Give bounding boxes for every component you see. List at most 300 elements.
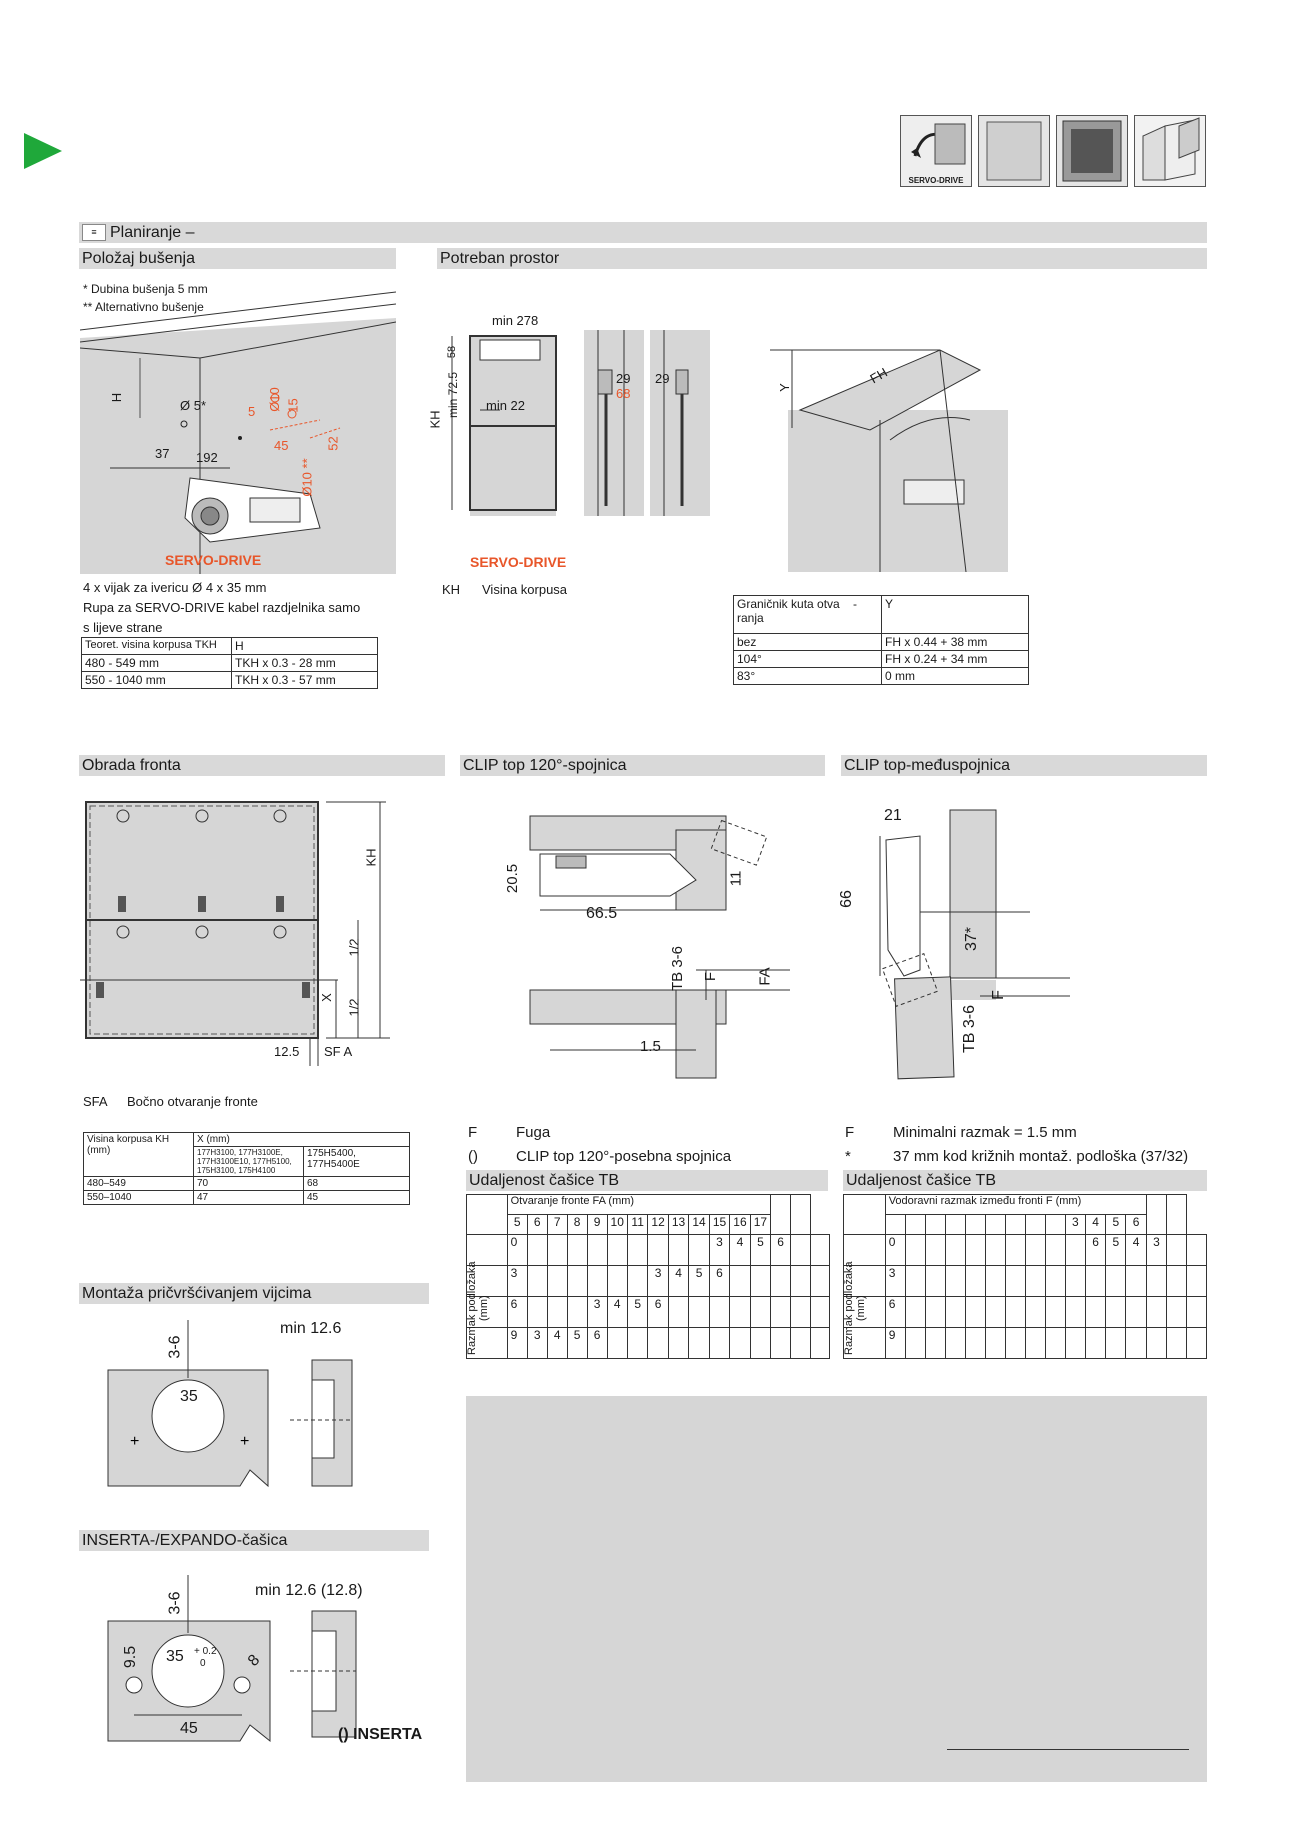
table-cell: 104°: [734, 651, 882, 668]
table-cell: [965, 1328, 985, 1359]
column-header: [965, 1215, 985, 1235]
table-cell: [985, 1235, 1005, 1266]
header-icons: [900, 115, 1210, 187]
space-brand: SERVO-DRIVE: [470, 554, 567, 570]
table-cell: [946, 1328, 966, 1359]
legend-key: F: [845, 1124, 855, 1141]
table-cell: 6: [587, 1328, 607, 1359]
dim-min-inserta: min 12.6 (12.8): [255, 1582, 363, 1599]
table-cell: [627, 1235, 647, 1266]
table-cell: [926, 1235, 946, 1266]
column-header: 14: [689, 1215, 709, 1235]
table-cell: [668, 1235, 688, 1266]
planning-title: Planiranje –: [110, 224, 195, 241]
table-cell: 5: [750, 1235, 770, 1266]
kh-legend-key: KH: [442, 582, 461, 597]
table-cell: [791, 1297, 810, 1328]
dim-37star: 37*: [963, 926, 981, 952]
tb-left-title: Udaljenost čašice TB: [466, 1170, 828, 1191]
dim-95: 9.5: [122, 1645, 140, 1669]
dim-29a: 29: [616, 371, 631, 386]
table-cell: [1005, 1266, 1025, 1297]
table-row: [844, 1328, 1207, 1359]
table-row: [82, 655, 378, 672]
row-key: 3: [507, 1266, 527, 1297]
table-cell: 3: [587, 1297, 607, 1328]
table-cell: [965, 1297, 985, 1328]
table-row: [467, 1328, 830, 1359]
table-cell: [587, 1266, 607, 1297]
table-cell: [1186, 1297, 1206, 1328]
table-row: [82, 672, 378, 689]
table-cell: [810, 1235, 829, 1266]
table-cell: [648, 1235, 668, 1266]
dim-45-inserta: 45: [180, 1720, 198, 1737]
table-cell: [1167, 1195, 1187, 1235]
front-legend-key: SFA: [83, 1094, 108, 1109]
table-cell: [709, 1297, 729, 1328]
servo-drive-icon: [900, 115, 972, 187]
dim-36-inserta: 3-6: [166, 1591, 184, 1615]
planning-bar: [79, 222, 1207, 243]
glass-frame-icon: [1056, 115, 1128, 187]
dim-h: H: [109, 392, 125, 403]
table-cell: [1146, 1297, 1166, 1328]
drilling-diagram: [80, 278, 396, 574]
table-cell: [730, 1266, 750, 1297]
table-cell: [906, 1328, 926, 1359]
table-cell: [791, 1266, 810, 1297]
table-header: Y: [882, 596, 1029, 634]
table-cell: [1025, 1266, 1045, 1297]
dim-tol-zero: 0: [200, 1658, 206, 1669]
column-header: 9: [587, 1215, 607, 1235]
dim-11: 11: [727, 870, 745, 887]
front-section-title: Obrada fronta: [79, 755, 445, 776]
table-cell: [750, 1297, 770, 1328]
legend-value: Minimalni razmak = 1.5 mm: [893, 1124, 1077, 1141]
table-cell: [730, 1297, 750, 1328]
table-row: [467, 1266, 830, 1297]
tb-right-title: Udaljenost čašice TB: [843, 1170, 1207, 1191]
table-row: [844, 1235, 1207, 1266]
table-row: [844, 1297, 1207, 1328]
row-key: 0: [885, 1235, 905, 1266]
table-cell: [1186, 1266, 1206, 1297]
table-cell: [1126, 1328, 1146, 1359]
column-header: [985, 1215, 1005, 1235]
table-cell: [1005, 1297, 1025, 1328]
table-cell: [1106, 1266, 1126, 1297]
legend-key: *: [845, 1148, 851, 1165]
column-header: 10: [607, 1215, 627, 1235]
table-cell: 550 - 1040 mm: [82, 672, 232, 689]
table-row: [734, 651, 1029, 668]
table-cell: [1167, 1235, 1187, 1266]
table-cell: [1167, 1266, 1187, 1297]
table-cell: [1167, 1297, 1187, 1328]
table-cell: [906, 1297, 926, 1328]
dim-tb-120: TB 3-6: [669, 945, 687, 992]
row-key: 3: [885, 1266, 905, 1297]
table-cell: 3: [1146, 1235, 1166, 1266]
drilling-note-2: ** Alternativno bušenje: [83, 300, 204, 314]
front-table: [83, 1132, 410, 1205]
dim-fh: FH: [867, 364, 890, 387]
table-header: H: [232, 638, 378, 655]
table-header: Visina korpusa KH (mm): [84, 1133, 194, 1177]
drilling-info-2: Rupa za SERVO-DRIVE kabel razdjelnika samo: [83, 600, 361, 615]
dim-8: 8: [244, 1651, 264, 1670]
tb-right-table: [843, 1194, 1207, 1359]
column-header: 17: [750, 1215, 770, 1235]
table-cell: FH x 0.24 + 34 mm: [882, 651, 1029, 668]
drilling-section-title: Položaj bušenja: [79, 248, 396, 269]
table-cell: 5: [689, 1266, 709, 1297]
table-cell: [1146, 1328, 1166, 1359]
play-triangle-icon: [24, 133, 64, 169]
table-cell: [946, 1235, 966, 1266]
table-cell: [810, 1328, 829, 1359]
column-header: [885, 1215, 905, 1235]
tb-left-table: [466, 1194, 830, 1359]
table-row: [84, 1177, 410, 1191]
dim-x: X: [318, 993, 334, 1002]
table-cell: [810, 1266, 829, 1297]
table-cell: [1045, 1297, 1065, 1328]
table-header: Graničnik kuta otva - ranja: [734, 596, 882, 634]
table-cell: [1085, 1266, 1105, 1297]
drilling-table: [81, 637, 378, 689]
dim-min126: min 12.6: [280, 1320, 342, 1337]
table-cell: [627, 1328, 647, 1359]
dim-kh-front: KH: [363, 848, 379, 867]
column-header: 6: [1126, 1215, 1146, 1235]
table-cell: [1005, 1235, 1025, 1266]
table-cell: 4: [730, 1235, 750, 1266]
dim-35-inserta: 35: [166, 1648, 184, 1665]
column-header: [946, 1215, 966, 1235]
table-cell: 3: [709, 1235, 729, 1266]
column-header: 5: [1106, 1215, 1126, 1235]
table-cell: 5: [567, 1328, 587, 1359]
table-header: 175H5400, 177H5400E: [304, 1147, 410, 1177]
row-key: 9: [885, 1328, 905, 1359]
dim-d10a: Ø10: [266, 387, 282, 412]
table-cell: 68: [304, 1177, 410, 1191]
column-header: 15: [709, 1215, 729, 1235]
column-header: [926, 1215, 946, 1235]
row-key: 6: [885, 1297, 905, 1328]
table-cell: [547, 1266, 567, 1297]
table-cell: FH x 0.44 + 38 mm: [882, 634, 1029, 651]
table-cell: 4: [607, 1297, 627, 1328]
column-header: 13: [668, 1215, 688, 1235]
table-cell: [1025, 1328, 1045, 1359]
table-cell: [1106, 1328, 1126, 1359]
table-cell: [689, 1297, 709, 1328]
dim-21: 21: [884, 807, 902, 824]
table-cell: 3: [648, 1266, 668, 1297]
dim-15: 1.5: [640, 1038, 661, 1055]
column-header: [906, 1215, 926, 1235]
row-key: 9: [507, 1328, 527, 1359]
table-cell: [965, 1235, 985, 1266]
table-cell: 47: [194, 1191, 304, 1205]
dim-45: 45: [274, 438, 289, 453]
table-row: [734, 668, 1029, 685]
table-cell: [926, 1297, 946, 1328]
table-cell: [750, 1328, 770, 1359]
table-cell: [926, 1328, 946, 1359]
tb-right-header: Vodoravni razmak između fronti F (mm): [885, 1195, 1146, 1215]
table-cell: [648, 1328, 668, 1359]
space-diagram-side: [584, 330, 714, 516]
table-cell: [527, 1266, 547, 1297]
clipmid-section-title: CLIP top-međuspojnica: [841, 755, 1207, 776]
column-header: 6: [527, 1215, 547, 1235]
dim-68: 68: [616, 386, 631, 401]
table-cell: 4: [1126, 1235, 1146, 1266]
table-cell: [771, 1266, 791, 1297]
dim-37: 37: [155, 446, 170, 461]
tb-left-header: Otvaranje fronte FA (mm): [507, 1195, 771, 1215]
table-cell: [1025, 1297, 1045, 1328]
column-header: 16: [730, 1215, 750, 1235]
table-cell: [668, 1297, 688, 1328]
table-cell: [1186, 1328, 1206, 1359]
table-cell: 480 - 549 mm: [82, 655, 232, 672]
dim-35-screw: 35: [180, 1388, 198, 1405]
table-cell: [567, 1297, 587, 1328]
tb-left-axis-label: Razmak podložaka (mm): [466, 1261, 490, 1355]
dim-min22: min 22: [486, 398, 526, 413]
table-cell: [689, 1328, 709, 1359]
legend-key: F: [468, 1124, 478, 1141]
table-cell: [709, 1328, 729, 1359]
dim-205: 20.5: [504, 863, 522, 894]
table-cell: 480–549: [84, 1177, 194, 1191]
table-cell: [1146, 1195, 1166, 1235]
tb-right-axis-label: Razmak podložaka (mm): [843, 1261, 867, 1355]
dim-58: 58: [446, 345, 459, 359]
dim-29b: 29: [655, 371, 670, 386]
dim-fa: FA: [756, 967, 774, 986]
table-cell: [668, 1328, 688, 1359]
dim-f-mid: F: [989, 990, 1007, 1000]
table-cell: [771, 1328, 791, 1359]
table-cell: [547, 1235, 567, 1266]
table-cell: [607, 1266, 627, 1297]
column-header: 4: [1085, 1215, 1105, 1235]
table-cell: [689, 1235, 709, 1266]
table-cell: 3: [527, 1328, 547, 1359]
table-cell: [906, 1235, 926, 1266]
table-cell: [946, 1266, 966, 1297]
space-diagram-opening: [740, 330, 1040, 572]
drilling-info-1: 4 x vijak za ivericu Ø 4 x 35 mm: [83, 580, 267, 595]
drilling-brand: SERVO-DRIVE: [165, 552, 262, 568]
dim-665: 66.5: [586, 905, 618, 922]
table-cell: 0 mm: [882, 668, 1029, 685]
legend-value: Fuga: [516, 1124, 551, 1141]
kh-legend-value: Visina korpusa: [482, 582, 568, 597]
table-cell: [527, 1297, 547, 1328]
front-frame-icon: [978, 115, 1050, 187]
drilling-note-1: * Dubina bušenja 5 mm: [83, 282, 208, 296]
column-header: 7: [547, 1215, 567, 1235]
table-cell: [547, 1297, 567, 1328]
table-cell: [1045, 1328, 1065, 1359]
dim-half-2: 1/2: [346, 998, 362, 1017]
table-cell: [985, 1297, 1005, 1328]
dim-min725: min 72.5: [446, 371, 461, 419]
table-cell: [750, 1266, 770, 1297]
table-cell: bez: [734, 634, 882, 651]
dim-125: 12.5: [274, 1044, 300, 1059]
table-cell: [771, 1195, 791, 1235]
column-header: 5: [507, 1215, 527, 1235]
table-row: [734, 634, 1029, 651]
space-section-title: Potreban prostor: [437, 248, 1207, 269]
table-cell: 6: [1085, 1235, 1105, 1266]
front-legend-value: Bočno otvaranje fronte: [127, 1094, 258, 1109]
table-row: [467, 1297, 830, 1328]
table-header: Teoret. visina korpusa TKH: [82, 638, 232, 655]
table-cell: [1085, 1297, 1105, 1328]
dim-kh-space: KH: [427, 410, 443, 429]
table-cell: [1065, 1266, 1085, 1297]
clip120-section-title: CLIP top 120°-spojnica: [460, 755, 825, 776]
table-corner: [467, 1195, 508, 1235]
svg-text:+: +: [240, 1433, 250, 1450]
table-cell: [1045, 1235, 1065, 1266]
planning-icon: ≡: [82, 224, 106, 241]
table-cell: [791, 1195, 810, 1235]
legend-value: 37 mm kod križnih montaž. podloška (37/32): [893, 1148, 1189, 1165]
notes-panel: [466, 1396, 1207, 1782]
screw-diagram: [100, 1320, 420, 1490]
table-cell: [946, 1297, 966, 1328]
table-cell: [607, 1328, 627, 1359]
table-cell: [730, 1328, 750, 1359]
table-cell: [791, 1328, 810, 1359]
column-header: 11: [627, 1215, 647, 1235]
column-header: 12: [648, 1215, 668, 1235]
table-cell: 5: [1106, 1235, 1126, 1266]
legend-key: (): [468, 1148, 478, 1165]
table-cell: [985, 1266, 1005, 1297]
table-cell: [965, 1266, 985, 1297]
svg-text:+: +: [130, 1433, 140, 1450]
table-cell: [985, 1328, 1005, 1359]
table-header: 177H3100, 177H3100E, 177H3100E10, 177H5100, 175H3100, 175H4100: [194, 1147, 304, 1177]
table-cell: TKH x 0.3 - 57 mm: [232, 672, 378, 689]
inserta-section-title: INSERTA-/EXPANDO-čašica: [79, 1530, 429, 1551]
inserta-label: () INSERTA: [338, 1726, 423, 1743]
table-cell: [810, 1297, 829, 1328]
table-row: [84, 1191, 410, 1205]
table-cell: 6: [771, 1235, 791, 1266]
table-cell: [567, 1235, 587, 1266]
table-cell: [1085, 1328, 1105, 1359]
table-cell: [1005, 1328, 1025, 1359]
column-header: [1045, 1215, 1065, 1235]
servo-drive-label: SERVO-DRIVE: [908, 176, 964, 185]
table-cell: [1065, 1328, 1085, 1359]
table-cell: [1106, 1297, 1126, 1328]
dim-15: 15: [285, 398, 301, 413]
dim-66: 66: [837, 890, 855, 908]
column-header: 3: [1065, 1215, 1085, 1235]
table-cell: [607, 1235, 627, 1266]
dim-192: 192: [196, 450, 218, 465]
table-cell: 45: [304, 1191, 410, 1205]
table-corner: [844, 1195, 886, 1235]
table-cell: [1025, 1235, 1045, 1266]
column-header: [1005, 1215, 1025, 1235]
table-header: X (mm): [194, 1133, 410, 1147]
table-cell: [587, 1235, 607, 1266]
cabinet-box-icon: [1134, 115, 1206, 187]
table-row: [467, 1235, 830, 1266]
dim-half-1: 1/2: [346, 938, 362, 957]
table-cell: 83°: [734, 668, 882, 685]
dim-min278: min 278: [492, 313, 539, 328]
legend-value: CLIP top 120°-posebna spojnica: [516, 1148, 732, 1165]
table-cell: [1065, 1235, 1085, 1266]
dim-y: Y: [776, 383, 792, 392]
table-cell: [567, 1266, 587, 1297]
drilling-info-3: s lijeve strane: [83, 620, 163, 635]
table-cell: [771, 1297, 791, 1328]
dim-d10b: Ø10 **: [299, 458, 315, 497]
dim-tb-mid: TB 3-6: [961, 1004, 979, 1054]
dim-sfa: SF A: [324, 1044, 353, 1059]
table-cell: 4: [547, 1328, 567, 1359]
table-cell: 6: [648, 1297, 668, 1328]
column-header: [1025, 1215, 1045, 1235]
table-cell: 4: [668, 1266, 688, 1297]
row-key: 6: [507, 1297, 527, 1328]
dim-36-screw: 3-6: [166, 1335, 184, 1359]
table-cell: [1167, 1328, 1187, 1359]
row-key: 0: [507, 1235, 527, 1266]
dim-tol-plus: + 0.2: [194, 1646, 217, 1657]
table-cell: 70: [194, 1177, 304, 1191]
table-cell: TKH x 0.3 - 28 mm: [232, 655, 378, 672]
front-diagram: [80, 796, 400, 1076]
column-header: 8: [567, 1215, 587, 1235]
table-cell: 550–1040: [84, 1191, 194, 1205]
table-cell: [627, 1266, 647, 1297]
table-cell: [791, 1235, 810, 1266]
dim-5: 5: [248, 404, 256, 419]
table-cell: [906, 1266, 926, 1297]
table-cell: [1126, 1297, 1146, 1328]
space-table: [733, 595, 1029, 685]
table-cell: 6: [709, 1266, 729, 1297]
table-cell: [1146, 1266, 1166, 1297]
dim-52: 52: [325, 436, 341, 451]
table-cell: [1065, 1297, 1085, 1328]
notes-underline: [947, 1749, 1189, 1750]
inserta-diagram: [100, 1575, 430, 1745]
table-row: [844, 1266, 1207, 1297]
table-cell: [926, 1266, 946, 1297]
table-cell: [527, 1235, 547, 1266]
table-cell: [1186, 1235, 1206, 1266]
